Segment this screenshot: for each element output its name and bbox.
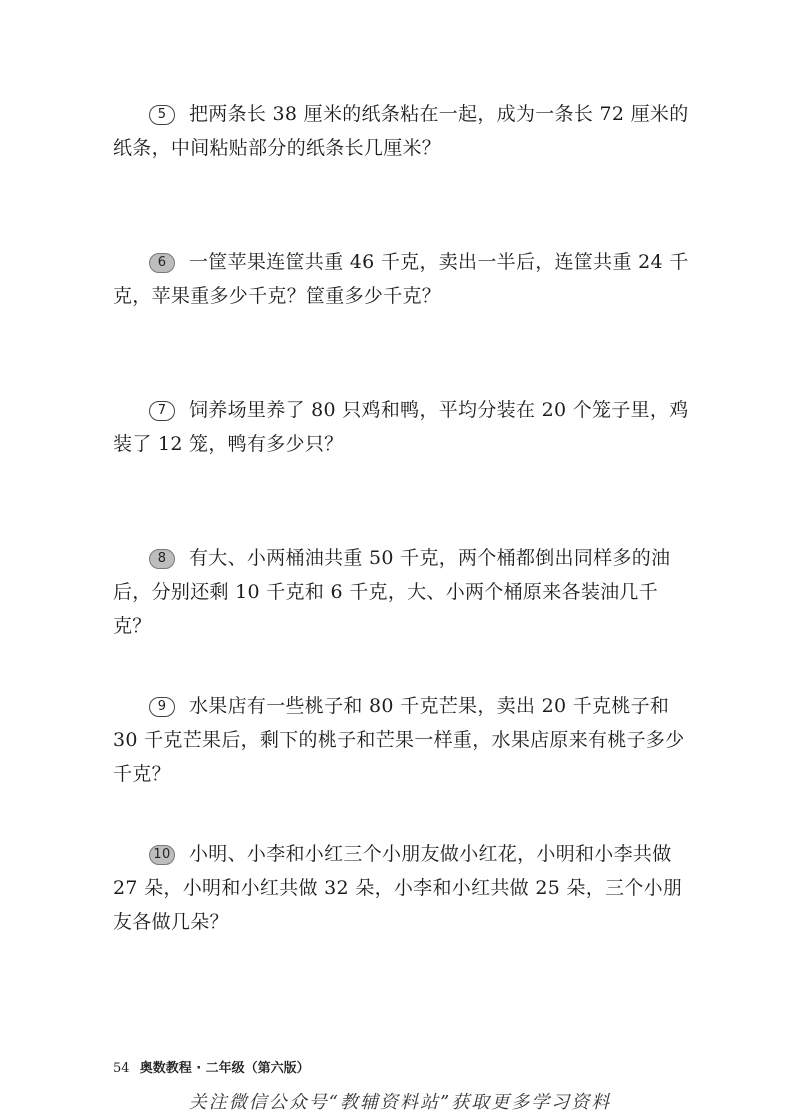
problem-number-badge: 10	[149, 845, 175, 865]
problem-number-badge: 6	[149, 253, 175, 273]
problem-number-badge: 5	[149, 105, 175, 125]
problem-6	[113, 245, 691, 313]
problem-text: 把两条长 38 厘米的纸条粘在一起，成为一条长 72 厘米的纸条，中间粘贴部分的纸条长几厘米？	[113, 103, 689, 159]
problem-9	[113, 689, 691, 791]
problem-text: 水果店有一些桃子和 80 千克芒果，卖出 20 千克桃子和 30 千克芒果后，剩下的桃子和芒果一样重，水果店原来有桃子多少千克？	[113, 695, 685, 785]
problem-number-badge: 8	[149, 549, 175, 569]
problem-number-badge: 9	[149, 697, 175, 717]
problem-10	[113, 837, 691, 939]
problem-text: 一筐苹果连筐共重 46 千克，卖出一半后，连筐共重 24 千克，苹果重多少千克？筐重多少千克？	[113, 251, 689, 307]
problem-7	[113, 393, 691, 461]
problem-text: 小明、小李和小红三个小朋友做小红花，小明和小李共做 27 朵，小明和小红共做 32 朵，小李和小红共做 25 朵，三个小朋友各做几朵？	[113, 843, 683, 933]
page-number: 54	[113, 1061, 130, 1076]
problem-text: 有大、小两桶油共重 50 千克，两个桶都倒出同样多的油后，分别还剩 10 千克和 6 千克，大、小两个桶原来各装油几千克？	[113, 547, 671, 637]
problem-8	[113, 541, 691, 643]
problem-number-badge: 7	[149, 401, 175, 421]
problem-text: 饲养场里养了 80 只鸡和鸭，平均分装在 20 个笼子里，鸡装了 12 笼，鸭有多少只？	[113, 399, 689, 455]
watermark-text: 关注微信公众号“教辅资料站”获取更多学习资料	[188, 1092, 612, 1113]
problem-5	[113, 97, 691, 165]
page-footer	[113, 1057, 310, 1076]
book-title: 奥数教程 · 二年级（第六版）	[139, 1061, 310, 1076]
